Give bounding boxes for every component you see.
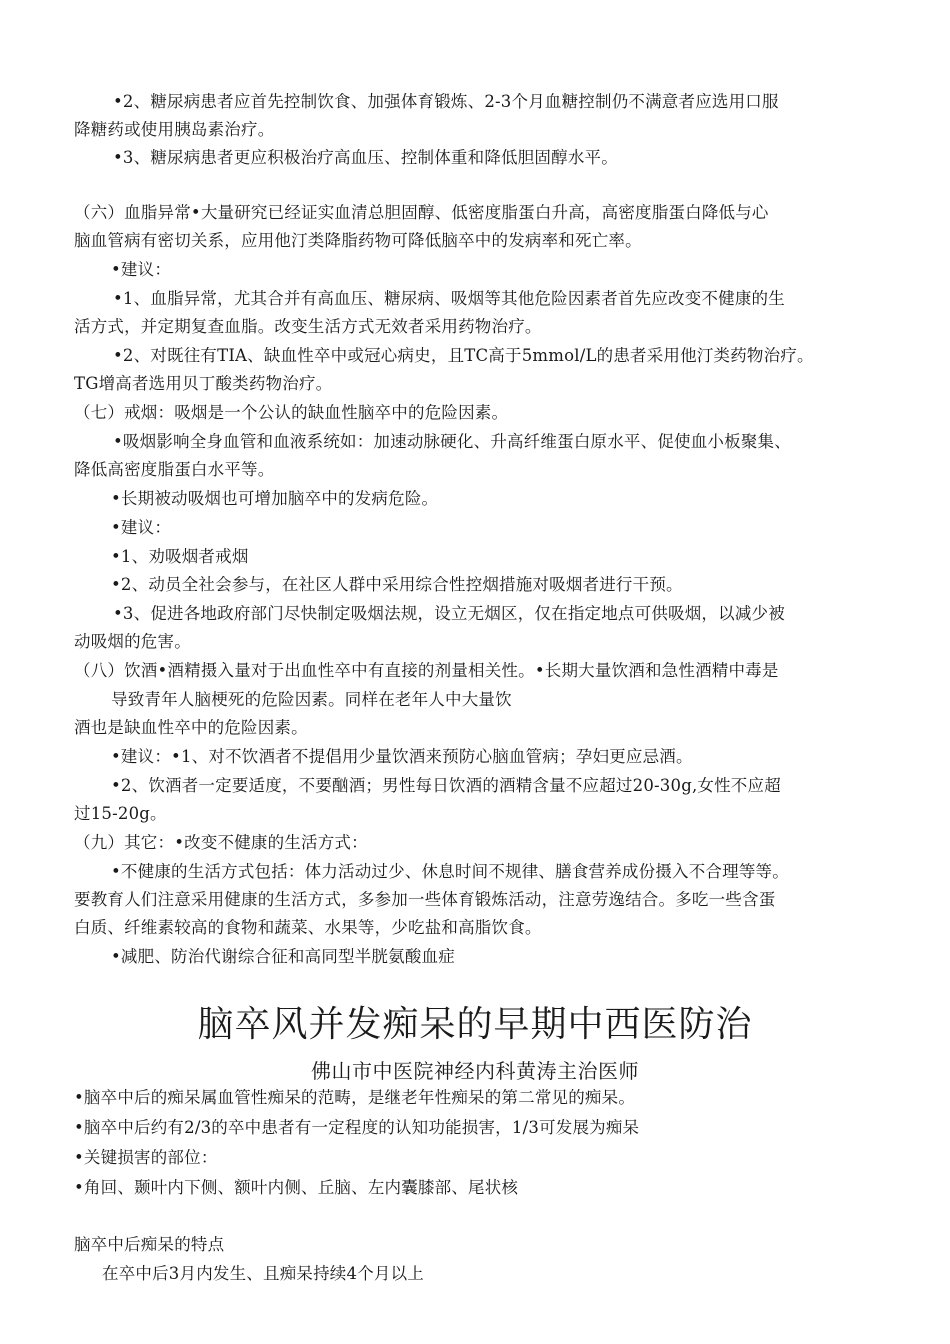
article-point-2: •脑卒中后约有2/3的卒中患者有一定程度的认知功能损害，1/3可发展为痴呆 [74, 1118, 640, 1137]
features-heading: 脑卒中后痴呆的特点 [74, 1235, 225, 1254]
alcohol-advice-2-line2: 过15-20g。 [74, 804, 167, 823]
diabetes-advice-3: •3、糖尿病患者更应积极治疗高血压、控制体重和降低胆固醇水平。 [113, 148, 618, 167]
other-lifestyle-line1: •不健康的生活方式包括：体力活动过少、休息时间不规律、膳食营养成份摄入不合理等等。 [111, 862, 789, 881]
lipid-advice-1-line2: 活方式，并定期复查血脂。改变生活方式无效者采用药物治疗。 [74, 317, 542, 336]
smoking-advice-3-line1: •3、促进各地政府部门尽快制定吸烟法规，设立无烟区，仅在指定地点可供吸烟，以减少被 [113, 604, 785, 623]
article-author: 佛山市中医院神经内科黄涛主治医师 [311, 1059, 639, 1083]
article-point-3: •关键损害的部位： [74, 1148, 218, 1167]
alcohol-heading-line2: 导致青年人脑梗死的危险因素。同样在老年人中大量饮 [111, 690, 512, 709]
smoking-advice-3-line2: 动吸烟的危害。 [74, 632, 191, 651]
diabetes-advice-2-line1: •2、糖尿病患者应首先控制饮食、加强体育锻炼、2-3个月血糖控制仍不满意者应选用口服 [113, 92, 779, 111]
lipid-advice-1-line1: •1、血脂异常，尤其合并有高血压、糖尿病、吸烟等其他危险因素者首先应改变不健康的生 [113, 289, 785, 308]
alcohol-advice-1: •建议：•1、对不饮酒者不提倡用少量饮酒来预防心脑血管病；孕妇更应忌酒。 [111, 747, 693, 766]
smoking-advice-2: •2、动员全社会参与，在社区人群中采用综合性控烟措施对吸烟者进行干预。 [111, 575, 683, 594]
diabetes-advice-2-line2: 降糖药或使用胰岛素治疗。 [74, 120, 275, 139]
other-lifestyle-line2: 要教育人们注意采用健康的生活方式，多参加一些体育锻炼活动，注意劳逸结合。多吃一些含蛋 [74, 890, 776, 909]
smoking-advice-label: •建议： [111, 518, 172, 537]
lipid-advice-2-line2: TG增高者选用贝丁酸类药物治疗。 [74, 374, 333, 393]
smoking-advice-1: •1、劝吸烟者戒烟 [111, 547, 249, 566]
other-heading: （九）其它：•改变不健康的生活方式： [74, 833, 368, 852]
lipid-advice-label: •建议： [111, 260, 172, 279]
smoking-passive: •长期被动吸烟也可增加脑卒中的发病危险。 [111, 489, 439, 508]
alcohol-heading-line1: （八）饮酒•酒精摄入量对于出血性卒中有直接的剂量相关性。•长期大量饮酒和急性酒精中毒是 [74, 661, 779, 680]
lipid-heading-line1: （六）血脂异常•大量研究已经证实血清总胆固醇、低密度脂蛋白升高，高密度脂蛋白降低与心 [74, 203, 769, 222]
smoking-effect-line2: 降低高密度脂蛋白水平等。 [74, 460, 275, 479]
smoking-heading: （七）戒烟：吸烟是一个公认的缺血性脑卒中的危险因素。 [74, 403, 509, 422]
alcohol-heading-line3: 酒也是缺血性卒中的危险因素。 [74, 718, 308, 737]
article-title: 脑卒风并发痴呆的早期中西医防治 [197, 1004, 753, 1045]
lipid-heading-line2: 脑血管病有密切关系，应用他汀类降脂药物可降低脑卒中的发病率和死亡率。 [74, 231, 642, 250]
article-point-1: •脑卒中后的痴呆属血管性痴呆的范畴，是继老年性痴呆的第二常见的痴呆。 [74, 1088, 636, 1107]
lipid-advice-2-line1: •2、对既往有TIA、缺血性卒中或冠心病史，且TC高于5mmol/L的患者采用他汀类药物治疗。 [113, 346, 814, 365]
other-lifestyle-line3: 白质、纤维素较高的食物和蔬菜、水果等，少吃盐和高脂饮食。 [74, 918, 542, 937]
alcohol-advice-2-line1: •2、饮酒者一定要适度，不要酗酒；男性每日饮酒的酒精含量不应超过20-30g,女性不应超 [111, 776, 781, 795]
other-weight: •减肥、防治代谢综合征和高同型半胱氨酸血症 [111, 947, 455, 966]
article-point-4: •角回、颞叶内下侧、额叶内侧、丘脑、左内囊膝部、尾状核 [74, 1178, 519, 1197]
feature-1: 在卒中后3月内发生、且痴呆持续4个月以上 [102, 1264, 424, 1283]
smoking-effect-line1: •吸烟影响全身血管和血液系统如：加速动脉硬化、升高纤维蛋白原水平、促使血小板聚集、 [113, 432, 791, 451]
